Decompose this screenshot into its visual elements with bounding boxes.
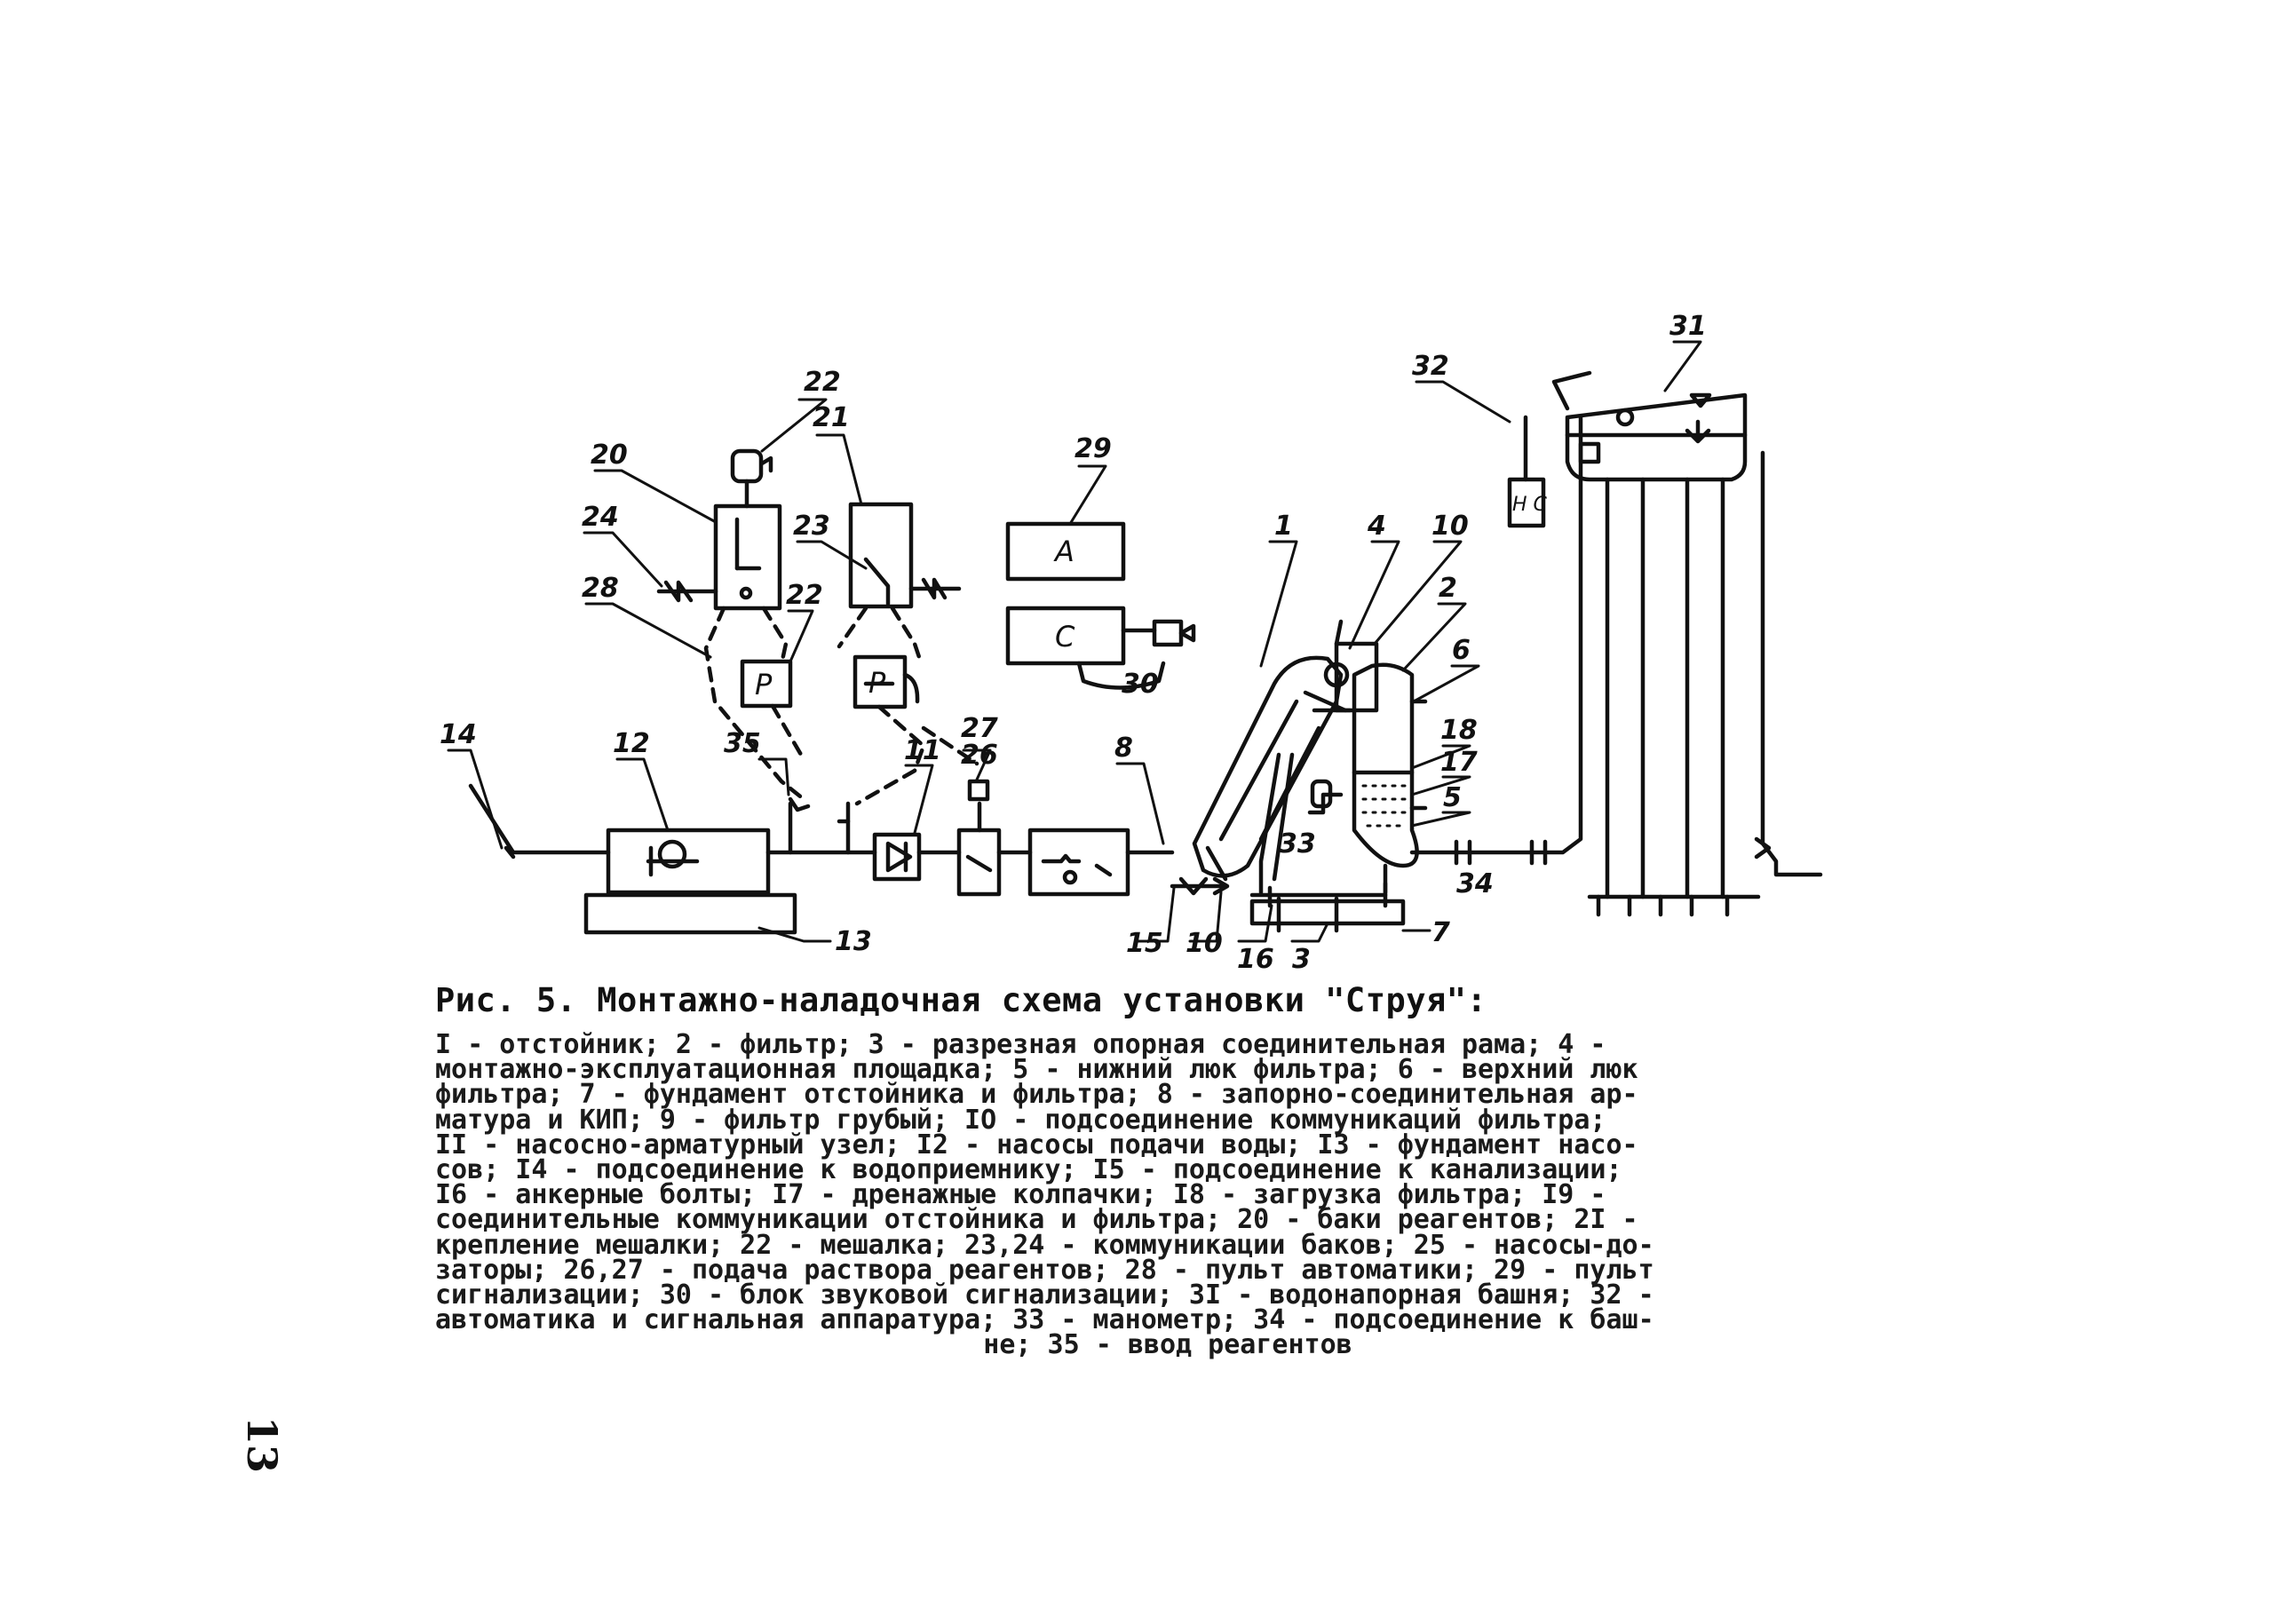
- legend-line: соединительные коммуникации отстойника и фильтра; 20 - баки реагентов; 2I -: [435, 1204, 1638, 1236]
- main-pipe: [471, 786, 1172, 857]
- legend-line: монтажно-эксплуатационная площадка; 5 - нижний люк фильтра; 6 - верхний люк: [435, 1054, 1638, 1086]
- pump-foundation-13: [586, 895, 795, 932]
- pump-unit-12: [608, 830, 768, 892]
- page-number: 13: [238, 1416, 286, 1474]
- callout-21: 21: [813, 402, 850, 433]
- callout-6: 6: [1452, 635, 1471, 666]
- connecting-pipes-19: [1261, 693, 1350, 892]
- mixer-22: [733, 451, 771, 506]
- callout-1: 1: [1274, 511, 1293, 542]
- callout-8: 8: [1114, 733, 1133, 764]
- filter-2: [1354, 665, 1425, 892]
- callout-10-bottom: 10: [1186, 928, 1223, 959]
- tank-left-label: Р: [755, 668, 773, 701]
- callout-31: 31: [1669, 311, 1707, 342]
- callout-17: 17: [1440, 747, 1478, 778]
- reagent-tank-right: [851, 504, 911, 606]
- figure-legend: [435, 1029, 1865, 1361]
- tower-legs: [1590, 453, 1820, 915]
- callout-23: 23: [793, 511, 830, 542]
- legend-line: II - насосно-арматурный узел; I2 - насосы подачи воды; I3 - фундамент насо-: [435, 1129, 1638, 1161]
- callout-7: 7: [1431, 917, 1450, 948]
- legend-line: автоматика и сигнальная аппаратура; 33 - манометр; 34 - подсоединение к баш-: [435, 1304, 1654, 1336]
- legend-line: сов; I4 - подсоединение к водоприемнику; I5 - подсоединение к канализации;: [435, 1153, 1622, 1185]
- legend-line: заторы; 26,27 - подача раствора реагентов; 28 - пульт автоматики; 29 - пульт: [435, 1254, 1654, 1286]
- callout-10-top: 10: [1431, 511, 1469, 542]
- tower-connection-34: [1412, 417, 1581, 863]
- callout-24: 24: [582, 502, 619, 533]
- callout-32: 32: [1412, 351, 1449, 382]
- valve-26-27: [959, 781, 999, 894]
- callout-20: 20: [591, 440, 628, 471]
- coarse-filter-9: [1030, 830, 1128, 894]
- check-valve-11: [875, 835, 919, 879]
- legend-line-last: не; 35 - ввод реагентов: [983, 1329, 1352, 1361]
- pump-block-label: Р: [868, 666, 886, 700]
- callout-14: 14: [440, 719, 477, 750]
- callout-28: 28: [582, 573, 619, 604]
- callout-4: 4: [1368, 511, 1386, 542]
- callout-22-top: 22: [804, 367, 841, 398]
- callout-11: 11: [904, 735, 941, 766]
- signal-panel-29: [1008, 608, 1194, 688]
- callout-16: 16: [1237, 944, 1274, 975]
- callout-26: 26: [961, 740, 998, 771]
- callout-34: 34: [1456, 868, 1494, 899]
- legend-line: I - отстойник; 2 - фильтр; 3 - разрезная опорная соединительная рама; 4 -: [435, 1029, 1606, 1060]
- callout-2-top: 2: [1439, 573, 1457, 604]
- reagent-inputs: [790, 799, 848, 821]
- callout-35: 35: [724, 728, 761, 759]
- callout-18: 18: [1440, 715, 1478, 746]
- legend-line: матура и КИП; 9 - фильтр грубый; IO - подсоединение коммуникаций фильтра;: [435, 1104, 1606, 1136]
- callout-5: 5: [1443, 782, 1462, 813]
- callout-15: 15: [1126, 928, 1163, 959]
- aux-box-label: Н С: [1512, 494, 1547, 516]
- figure-caption: Рис. 5. Монтажно-наладочная схема установки "Струя":: [435, 981, 1487, 1019]
- callout-27: 27: [961, 713, 998, 744]
- legend-line: сигнализации; 30 - блок звуковой сигнализации; 3I - водонапорная башня; 32 -: [435, 1279, 1654, 1311]
- filter-connection-10: [1172, 879, 1227, 893]
- callout-30: 30: [1122, 669, 1159, 700]
- callout-22-mid: 22: [786, 580, 823, 611]
- reagent-tank-left: [716, 506, 780, 608]
- callout-33: 33: [1279, 828, 1316, 860]
- signal-panel-label: С: [1055, 620, 1075, 654]
- callout-13: 13: [835, 926, 872, 957]
- legend-line: фильтра; 7 - фундамент отстойника и фильтра; 8 - запорно-соединительная ар-: [435, 1079, 1638, 1111]
- settler-1: [1194, 658, 1347, 879]
- callout-3: 3: [1292, 944, 1311, 975]
- callout-12: 12: [613, 728, 650, 759]
- automation-panel-label: А: [1055, 535, 1075, 568]
- callout-29: 29: [1075, 433, 1112, 464]
- legend-line: I6 - анкерные болты; I7 - дренажные колпачки; I8 - загрузка фильтра; I9 -: [435, 1179, 1606, 1211]
- manometer-33: [1310, 781, 1341, 812]
- legend-line: крепление мешалки; 22 - мешалка; 23,24 - коммуникации баков; 25 - насосы-до-: [435, 1229, 1654, 1261]
